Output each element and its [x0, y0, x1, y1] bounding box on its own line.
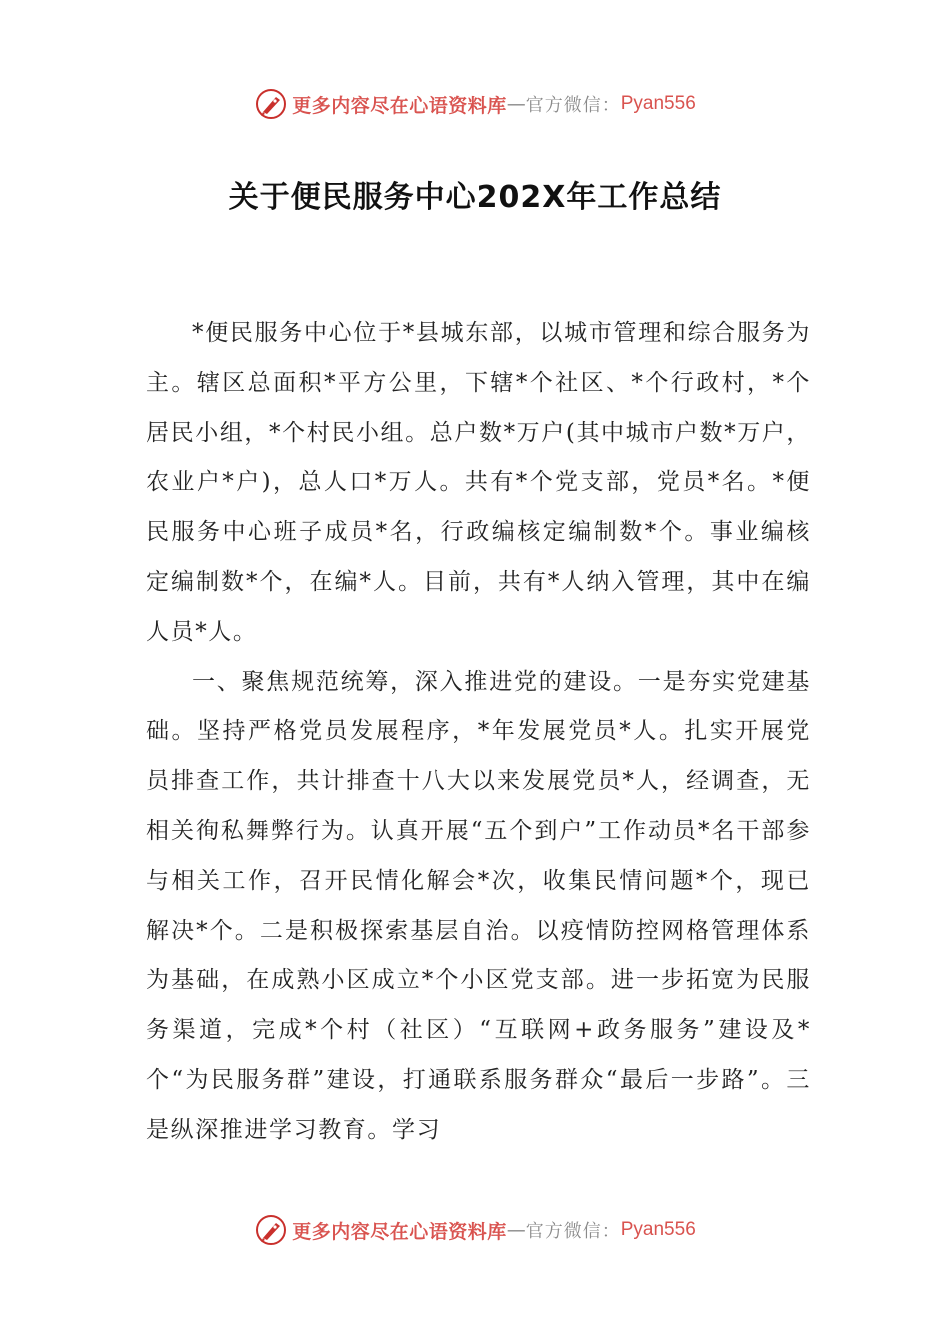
footer-watermark: [0, 1210, 950, 1250]
header-watermark: [0, 84, 950, 124]
watermark-wechat-id: Pyan556: [620, 93, 696, 114]
pen-nib-logo-icon: [254, 1213, 288, 1247]
document-title: 关于便民服务中心202X年工作总结: [228, 180, 722, 215]
watermark-label: 官方微信：: [525, 1221, 621, 1242]
pen-nib-logo-icon: [254, 87, 288, 121]
document-body: [146, 309, 811, 1156]
watermark-brand: 更多内容尽在心语资料库: [292, 1220, 507, 1243]
paragraph-party-building: 一、聚焦规范统筹，深入推进党的建设。一是夯实党建基础。坚持严格党员发展程序，*年发展党员*人。扎实开展党员排查工作，共计排查十八大以来发展党员*人，经调查，无相关徇私舞弊行为。认真开展“五个到户”工作动员*名干部参与相关工作，召开民情化解会*次，收集民情问题*个，现已解决*个。二是积极探索基层自治。以疫情防控网格管理体系为基础，在成熟小区成立*个小区党支部。进一步拓宽为民服务渠道，完成*个村（社区）“互联网+政务服务”建设及*个“为民服务群”建设，打通联系服务群众“最后一步路”。三是纵深推进学习教育。学习: [146, 668, 811, 1143]
watermark-separator: —: [506, 1219, 526, 1241]
watermark-wechat-id: Pyan556: [620, 1219, 696, 1240]
watermark-label: 官方微信：: [525, 95, 621, 116]
watermark-separator: —: [506, 93, 526, 115]
watermark-brand: 更多内容尽在心语资料库: [292, 94, 507, 117]
paragraph-intro: *便民服务中心位于*县城东部，以城市管理和综合服务为主。辖区总面积*平方公里，下辖*个社区、*个行政村，*个居民小组，*个村民小组。总户数*万户(其中城市户数*万户，农业户*户)，总人口*万人。共有*个党支部，党员*名。*便民服务中心班子成员*名，行政编核定编制数*个。事业编核定编制数*个，在编*人。目前，共有*人纳入管理，其中在编人员*人。: [146, 320, 811, 645]
